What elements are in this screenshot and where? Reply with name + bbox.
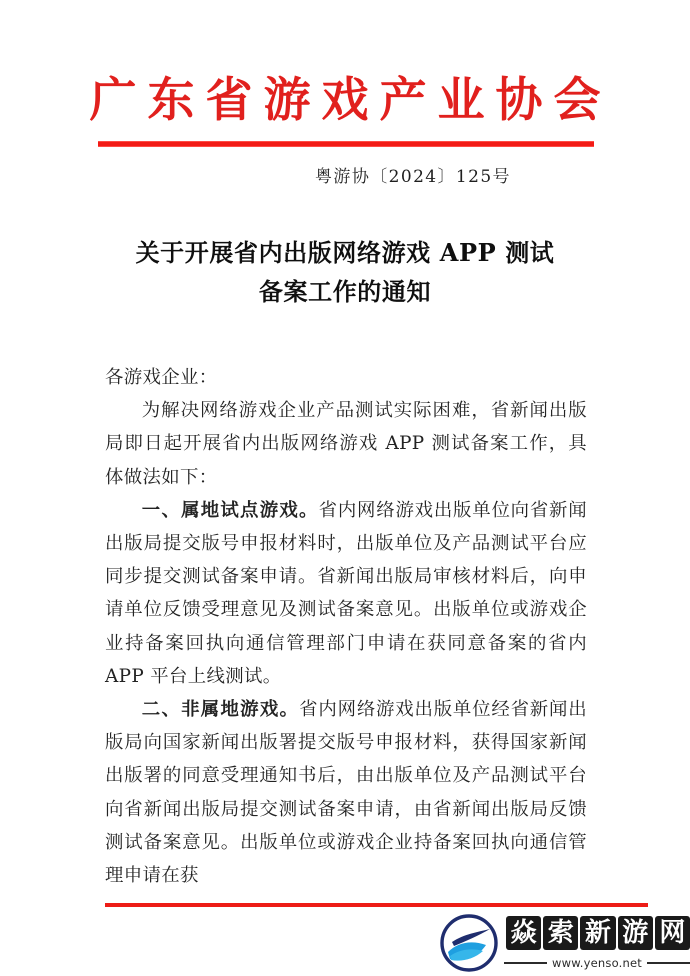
salutation: 各游戏企业： [105,367,218,388]
watermark-rule-right [647,962,690,964]
document-title-line-2: 备案工作的通知 [258,277,432,306]
wave-circle-logo-icon [438,912,500,974]
letterhead-red-rule [98,141,594,147]
watermark-char-4: 游 [618,916,653,950]
watermark-char-1: 焱 [506,916,541,950]
document-number: 粤游协〔2024〕125号 [315,167,511,187]
watermark-char-3: 新 [580,916,615,950]
letterhead [0,72,690,130]
watermark-char-2: 索 [543,916,578,950]
intro-paragraph: 为解决网络游戏企业产品测试实际困难，省新闻出版局即日起开展省内出版网络游戏 APP 测试备案工作，具体做法如下： [105,400,587,488]
watermark-url: www.yenso.net [552,956,642,970]
section-paragraph-2 [105,693,587,892]
section-2-body: 省内网络游戏出版单位经省新闻出版局向国家新闻出版署提交版号申报材料，获得国家新闻出版署的同意受理通知书后，由出版单位及产品测试平台向省新闻出版局提交测试备案申请，由省新闻出版局反馈测试备案意见。出版单位或游戏企业持备案回执向通信管理申请在获 [105,699,587,887]
document-title-line-1: 关于开展省内出版网络游戏 APP 测试 [135,238,555,267]
section-2-lead: 二、非属地游戏。 [141,699,300,721]
document-body [105,361,587,892]
watermark-brand-name [506,916,690,950]
footer-red-rule [105,903,648,907]
document-title [95,233,595,311]
letterhead-organization-name: 广东省游戏产业协会 [89,73,612,128]
watermark-url-row [504,956,690,970]
watermark-char-5: 网 [655,916,690,950]
section-1-body: 省内网络游戏出版单位向省新闻出版局提交版号申报材料时，出版单位及产品测试平台应同步提交测试备案申请。省新闻出版局审核材料后，向申请单位反馈受理意见及测试备案意见。出版单位或游戏企业持备案回执向通信管理部门申请在获同意备案的省内 APP 平台上线测试。 [105,499,587,687]
site-watermark [438,910,690,976]
watermark-rule-left [504,962,547,964]
section-1-lead: 一、属地试点游戏。 [141,499,319,521]
section-paragraph-1 [105,494,587,693]
